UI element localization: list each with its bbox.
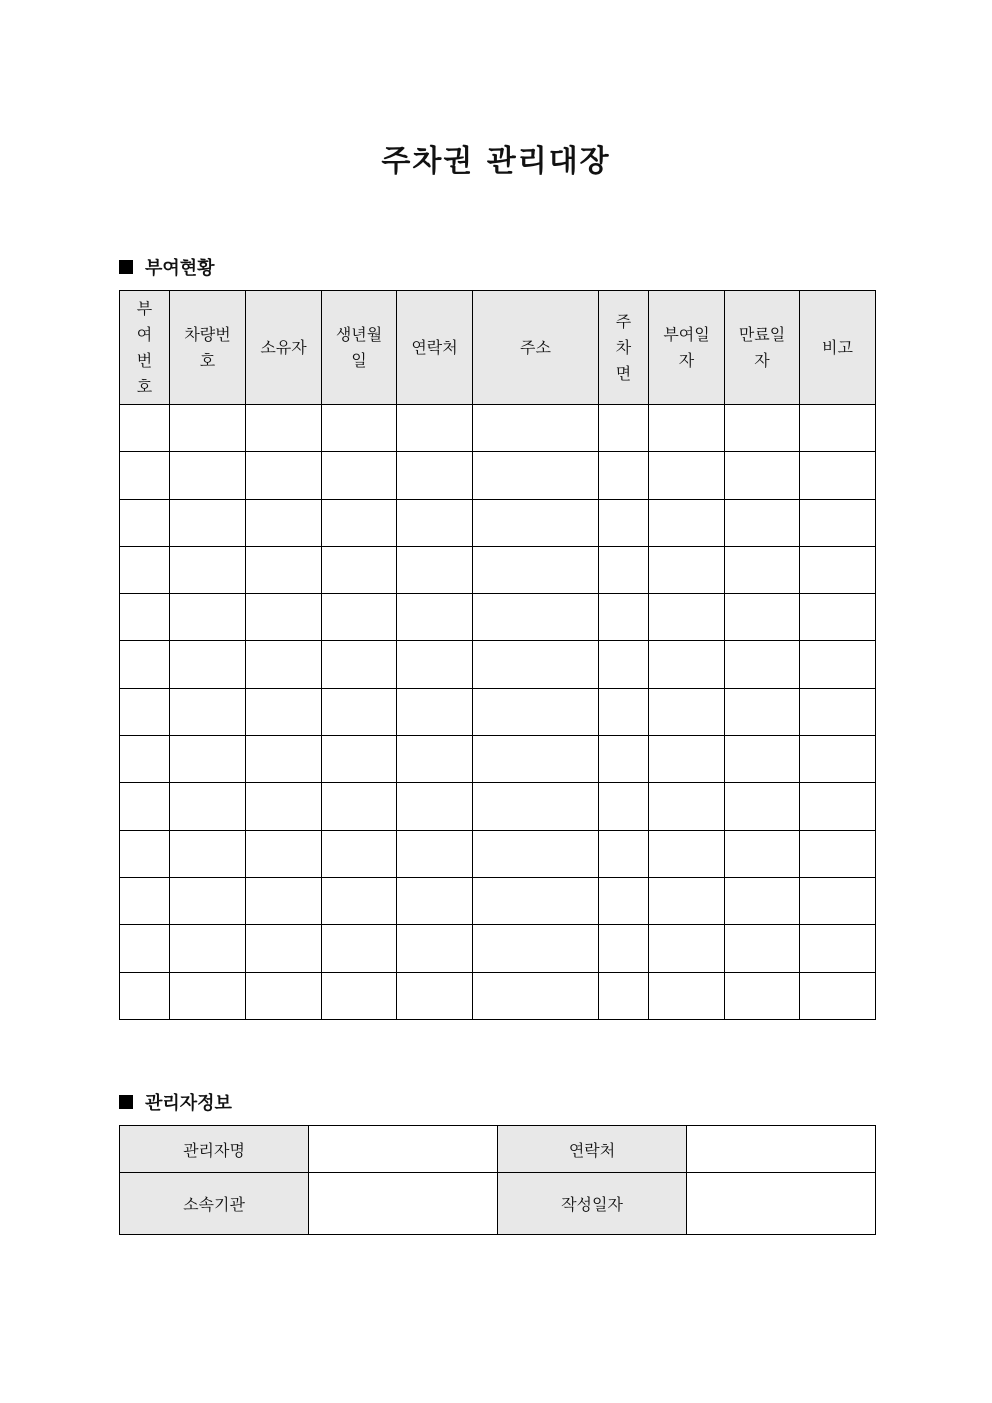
table-cell-birth[interactable] — [322, 877, 397, 924]
table-cell-space[interactable] — [599, 546, 649, 593]
table-cell-address[interactable] — [473, 925, 599, 972]
table-cell-contact[interactable] — [397, 688, 473, 735]
table-cell-birth[interactable] — [322, 736, 397, 783]
table-cell-grant_date[interactable] — [649, 925, 725, 972]
manager-contact-label: 연락처 — [498, 1126, 687, 1173]
table-cell-address[interactable] — [473, 736, 599, 783]
table-cell-birth[interactable] — [322, 405, 397, 452]
table-cell-grant_date[interactable] — [649, 499, 725, 546]
table-cell-space[interactable] — [599, 452, 649, 499]
table-cell-owner[interactable] — [246, 925, 322, 972]
table-row — [120, 925, 876, 972]
table-cell-contact[interactable] — [397, 594, 473, 641]
table-cell-birth[interactable] — [322, 641, 397, 688]
manager-date-label: 작성일자 — [498, 1173, 687, 1235]
table-cell-space[interactable] — [599, 877, 649, 924]
table-cell-space[interactable] — [599, 972, 649, 1019]
table-cell-address[interactable] — [473, 783, 599, 830]
table-cell-plate[interactable] — [170, 499, 246, 546]
table-cell-contact[interactable] — [397, 877, 473, 924]
table-cell-no[interactable] — [120, 736, 170, 783]
table-cell-note[interactable] — [800, 736, 876, 783]
column-header-plate: 차량번 호 — [170, 291, 246, 405]
table-cell-plate[interactable] — [170, 972, 246, 1019]
table-cell-birth[interactable] — [322, 688, 397, 735]
table-cell-grant_date[interactable] — [649, 830, 725, 877]
table-cell-grant_date[interactable] — [649, 877, 725, 924]
table-cell-grant_date[interactable] — [649, 546, 725, 593]
table-cell-owner[interactable] — [246, 594, 322, 641]
table-cell-no[interactable] — [120, 830, 170, 877]
table-cell-grant_date[interactable] — [649, 594, 725, 641]
table-cell-birth[interactable] — [322, 499, 397, 546]
table-cell-grant_date[interactable] — [649, 783, 725, 830]
manager-org-label: 소속기관 — [120, 1173, 309, 1235]
table-cell-expire_date[interactable] — [725, 972, 800, 1019]
table-cell-space[interactable] — [599, 783, 649, 830]
table-cell-address[interactable] — [473, 452, 599, 499]
table-cell-contact[interactable] — [397, 830, 473, 877]
table-cell-owner[interactable] — [246, 830, 322, 877]
table-cell-note[interactable] — [800, 877, 876, 924]
table-cell-note[interactable] — [800, 688, 876, 735]
table-body — [120, 405, 876, 1020]
table-cell-contact[interactable] — [397, 546, 473, 593]
table-cell-no[interactable] — [120, 405, 170, 452]
table-cell-expire_date[interactable] — [725, 783, 800, 830]
table-row — [120, 830, 876, 877]
table-cell-note[interactable] — [800, 499, 876, 546]
column-header-address: 주소 — [473, 291, 599, 405]
table-cell-expire_date[interactable] — [725, 499, 800, 546]
table-cell-birth[interactable] — [322, 830, 397, 877]
table-cell-grant_date[interactable] — [649, 641, 725, 688]
table-row — [120, 546, 876, 593]
table-cell-space[interactable] — [599, 830, 649, 877]
table-row — [120, 736, 876, 783]
manager-date-value[interactable] — [687, 1173, 876, 1235]
table-cell-expire_date[interactable] — [725, 830, 800, 877]
table-cell-expire_date[interactable] — [725, 594, 800, 641]
table-cell-expire_date[interactable] — [725, 688, 800, 735]
table-cell-expire_date[interactable] — [725, 925, 800, 972]
table-row — [120, 499, 876, 546]
table-cell-grant_date[interactable] — [649, 405, 725, 452]
table-cell-address[interactable] — [473, 877, 599, 924]
column-header-note: 비고 — [800, 291, 876, 405]
table-cell-no[interactable] — [120, 452, 170, 499]
table-cell-owner[interactable] — [246, 877, 322, 924]
table-cell-birth[interactable] — [322, 594, 397, 641]
table-row — [120, 452, 876, 499]
table-cell-no[interactable] — [120, 925, 170, 972]
section-heading-text: 관리자정보 — [145, 1093, 232, 1114]
section-heading-grant — [119, 254, 215, 280]
table-row — [120, 783, 876, 830]
column-header-owner: 소유자 — [246, 291, 322, 405]
table-cell-no[interactable] — [120, 641, 170, 688]
table-cell-plate[interactable] — [170, 452, 246, 499]
table-row — [120, 1173, 876, 1235]
table-row — [120, 405, 876, 452]
table-cell-note[interactable] — [800, 925, 876, 972]
table-cell-no[interactable] — [120, 499, 170, 546]
table-cell-owner[interactable] — [246, 405, 322, 452]
table-cell-owner[interactable] — [246, 499, 322, 546]
table-cell-contact[interactable] — [397, 405, 473, 452]
table-cell-grant_date[interactable] — [649, 736, 725, 783]
table-cell-note[interactable] — [800, 783, 876, 830]
table-cell-birth[interactable] — [322, 546, 397, 593]
table-cell-plate[interactable] — [170, 877, 246, 924]
table-cell-owner[interactable] — [246, 452, 322, 499]
table-cell-plate[interactable] — [170, 405, 246, 452]
table-cell-plate[interactable] — [170, 641, 246, 688]
table-cell-contact[interactable] — [397, 783, 473, 830]
table-cell-address[interactable] — [473, 830, 599, 877]
table-cell-no[interactable] — [120, 783, 170, 830]
table-row — [120, 594, 876, 641]
table-cell-owner[interactable] — [246, 736, 322, 783]
table-cell-contact[interactable] — [397, 925, 473, 972]
table-cell-address[interactable] — [473, 972, 599, 1019]
table-cell-birth[interactable] — [322, 783, 397, 830]
grant-table — [119, 290, 876, 1020]
table-cell-no[interactable] — [120, 972, 170, 1019]
table-cell-space[interactable] — [599, 594, 649, 641]
table-cell-address[interactable] — [473, 688, 599, 735]
column-header-birth: 생년월 일 — [322, 291, 397, 405]
manager-org-value[interactable] — [309, 1173, 498, 1235]
manager-name-label: 관리자명 — [120, 1126, 309, 1173]
table-cell-note[interactable] — [800, 405, 876, 452]
table-cell-birth[interactable] — [322, 925, 397, 972]
table-cell-grant_date[interactable] — [649, 452, 725, 499]
table-cell-plate[interactable] — [170, 736, 246, 783]
table-cell-contact[interactable] — [397, 736, 473, 783]
table-cell-contact[interactable] — [397, 972, 473, 1019]
table-cell-space[interactable] — [599, 499, 649, 546]
table-cell-address[interactable] — [473, 546, 599, 593]
table-cell-owner[interactable] — [246, 688, 322, 735]
table-row — [120, 1126, 876, 1173]
square-bullet-icon — [119, 260, 133, 274]
table-cell-plate[interactable] — [170, 688, 246, 735]
table-cell-note[interactable] — [800, 641, 876, 688]
table-cell-address[interactable] — [473, 641, 599, 688]
column-header-no: 부 여 번 호 — [120, 291, 170, 405]
table-cell-no[interactable] — [120, 594, 170, 641]
table-cell-space[interactable] — [599, 688, 649, 735]
manager-name-value[interactable] — [309, 1126, 498, 1173]
table-row — [120, 877, 876, 924]
table-cell-expire_date[interactable] — [725, 452, 800, 499]
table-cell-birth[interactable] — [322, 972, 397, 1019]
table-cell-note[interactable] — [800, 594, 876, 641]
table-cell-address[interactable] — [473, 405, 599, 452]
table-cell-space[interactable] — [599, 736, 649, 783]
table-cell-contact[interactable] — [397, 452, 473, 499]
table-cell-note[interactable] — [800, 546, 876, 593]
table-cell-note[interactable] — [800, 452, 876, 499]
table-cell-plate[interactable] — [170, 830, 246, 877]
square-bullet-icon — [119, 1095, 133, 1109]
table-cell-expire_date[interactable] — [725, 641, 800, 688]
table-row — [120, 688, 876, 735]
table-cell-note[interactable] — [800, 830, 876, 877]
table-cell-owner[interactable] — [246, 546, 322, 593]
table-cell-grant_date[interactable] — [649, 688, 725, 735]
table-cell-note[interactable] — [800, 972, 876, 1019]
manager-contact-value[interactable] — [687, 1126, 876, 1173]
table-cell-space[interactable] — [599, 405, 649, 452]
column-header-contact: 연락처 — [397, 291, 473, 405]
table-cell-expire_date[interactable] — [725, 736, 800, 783]
table-cell-expire_date[interactable] — [725, 405, 800, 452]
table-cell-owner[interactable] — [246, 641, 322, 688]
table-cell-plate[interactable] — [170, 546, 246, 593]
section-heading-manager — [119, 1089, 232, 1115]
page-title: 주차권 관리대장 — [381, 144, 611, 179]
table-cell-no[interactable] — [120, 546, 170, 593]
table-cell-plate[interactable] — [170, 925, 246, 972]
table-cell-no[interactable] — [120, 877, 170, 924]
table-cell-plate[interactable] — [170, 594, 246, 641]
table-cell-plate[interactable] — [170, 783, 246, 830]
table-cell-no[interactable] — [120, 688, 170, 735]
table-cell-contact[interactable] — [397, 641, 473, 688]
column-header-expire_date: 만료일 자 — [725, 291, 800, 405]
table-cell-owner[interactable] — [246, 972, 322, 1019]
table-cell-address[interactable] — [473, 499, 599, 546]
table-cell-owner[interactable] — [246, 783, 322, 830]
table-cell-grant_date[interactable] — [649, 972, 725, 1019]
column-header-grant_date: 부여일 자 — [649, 291, 725, 405]
table-cell-space[interactable] — [599, 925, 649, 972]
table-cell-space[interactable] — [599, 641, 649, 688]
column-header-space: 주 차 면 — [599, 291, 649, 405]
table-cell-expire_date[interactable] — [725, 877, 800, 924]
table-cell-contact[interactable] — [397, 499, 473, 546]
section-heading-text: 부여현황 — [145, 258, 215, 279]
table-cell-birth[interactable] — [322, 452, 397, 499]
table-cell-address[interactable] — [473, 594, 599, 641]
table-row — [120, 972, 876, 1019]
table-header-row — [120, 291, 876, 405]
table-cell-expire_date[interactable] — [725, 546, 800, 593]
manager-table — [119, 1125, 876, 1235]
table-row — [120, 641, 876, 688]
